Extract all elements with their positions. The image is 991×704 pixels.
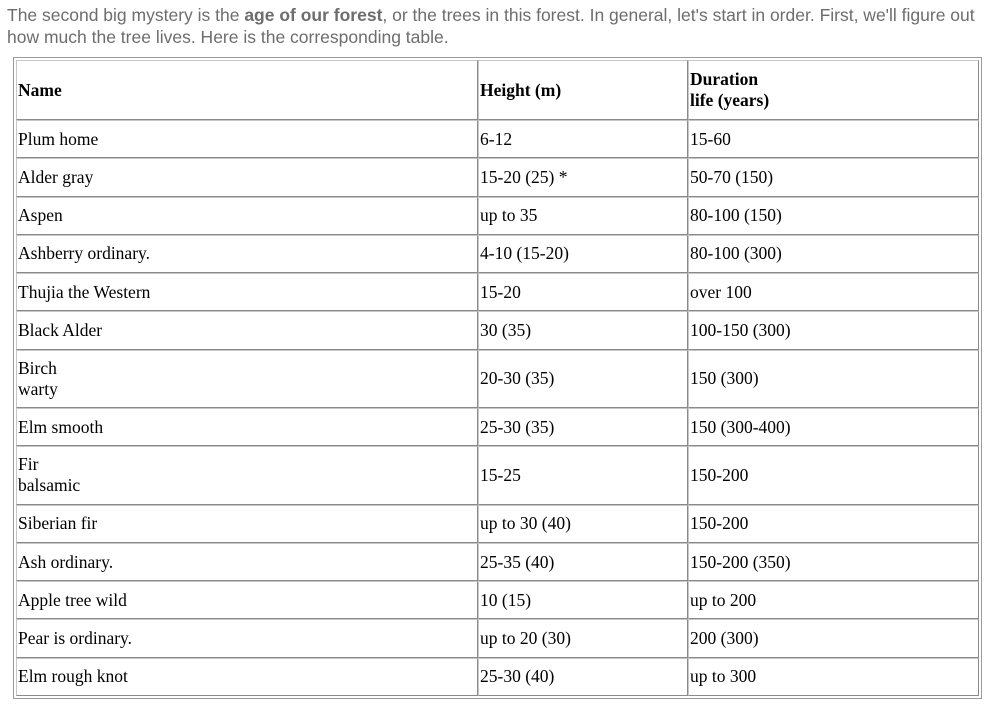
intro-text-start: The second big mystery is the bbox=[7, 5, 245, 25]
table-row bbox=[16, 408, 979, 446]
table-row bbox=[16, 543, 979, 581]
cell-height: 20-30 (35) bbox=[478, 350, 688, 408]
cell-height: 4-10 (15-20) bbox=[478, 235, 688, 273]
table-row bbox=[16, 658, 979, 696]
cell-height: 6-12 bbox=[478, 120, 688, 158]
cell-duration: over 100 bbox=[688, 273, 979, 311]
cell-duration: up to 300 bbox=[688, 658, 979, 696]
table-header-row bbox=[16, 60, 979, 120]
cell-name: Elm rough knot bbox=[16, 658, 478, 696]
cell-height: 15-20 bbox=[478, 273, 688, 311]
tree-lifespan-table-frame bbox=[13, 57, 982, 699]
cell-duration: 150 (300) bbox=[688, 350, 979, 408]
cell-name: Apple tree wild bbox=[16, 581, 478, 619]
cell-duration: 150-200 bbox=[688, 446, 979, 504]
cell-name: Alder gray bbox=[16, 158, 478, 196]
table-row bbox=[16, 581, 979, 619]
header-height: Height (m) bbox=[478, 60, 688, 120]
cell-name: Ashberry ordinary. bbox=[16, 235, 478, 273]
intro-text-end: , or the trees in this forest. In general, let's start in order. First, we'll figure out how much the tree lives. Here is the corresponding table. bbox=[7, 5, 975, 47]
cell-duration: 15-60 bbox=[688, 120, 979, 158]
table-row bbox=[16, 197, 979, 235]
cell-height: 25-35 (40) bbox=[478, 543, 688, 581]
cell-name: Fir balsamic bbox=[16, 446, 478, 504]
cell-height: 30 (35) bbox=[478, 311, 688, 349]
cell-duration: up to 200 bbox=[688, 581, 979, 619]
intro-emphasis: age of our forest bbox=[244, 5, 383, 25]
header-name: Name bbox=[16, 60, 478, 120]
cell-duration: 150-200 bbox=[688, 505, 979, 543]
cell-height: up to 35 bbox=[478, 197, 688, 235]
cell-name: Pear is ordinary. bbox=[16, 619, 478, 657]
table-row bbox=[16, 619, 979, 657]
cell-height: 10 (15) bbox=[478, 581, 688, 619]
cell-duration: 200 (300) bbox=[688, 619, 979, 657]
cell-name: Siberian fir bbox=[16, 505, 478, 543]
intro-paragraph bbox=[7, 4, 989, 48]
cell-name: Black Alder bbox=[16, 311, 478, 349]
cell-height: 15-25 bbox=[478, 446, 688, 504]
cell-height: 25-30 (40) bbox=[478, 658, 688, 696]
cell-duration: 150 (300-400) bbox=[688, 408, 979, 446]
cell-height: 25-30 (35) bbox=[478, 408, 688, 446]
table-row bbox=[16, 235, 979, 273]
cell-height: up to 20 (30) bbox=[478, 619, 688, 657]
cell-name: Thujia the Western bbox=[16, 273, 478, 311]
table-row bbox=[16, 311, 979, 349]
table-row bbox=[16, 505, 979, 543]
cell-duration: 150-200 (350) bbox=[688, 543, 979, 581]
cell-name: Elm smooth bbox=[16, 408, 478, 446]
cell-height: 15-20 (25) * bbox=[478, 158, 688, 196]
table-row bbox=[16, 158, 979, 196]
table-row bbox=[16, 273, 979, 311]
cell-duration: 80-100 (300) bbox=[688, 235, 979, 273]
cell-height: up to 30 (40) bbox=[478, 505, 688, 543]
table-row bbox=[16, 350, 979, 408]
cell-name: Ash ordinary. bbox=[16, 543, 478, 581]
cell-name: Aspen bbox=[16, 197, 478, 235]
cell-name: Plum home bbox=[16, 120, 478, 158]
cell-duration: 50-70 (150) bbox=[688, 158, 979, 196]
cell-duration: 80-100 (150) bbox=[688, 197, 979, 235]
cell-name: Birch warty bbox=[16, 350, 478, 408]
table-row bbox=[16, 446, 979, 504]
header-duration: Duration life (years) bbox=[688, 60, 979, 120]
cell-duration: 100-150 (300) bbox=[688, 311, 979, 349]
tree-lifespan-table bbox=[16, 60, 979, 696]
table-row bbox=[16, 120, 979, 158]
